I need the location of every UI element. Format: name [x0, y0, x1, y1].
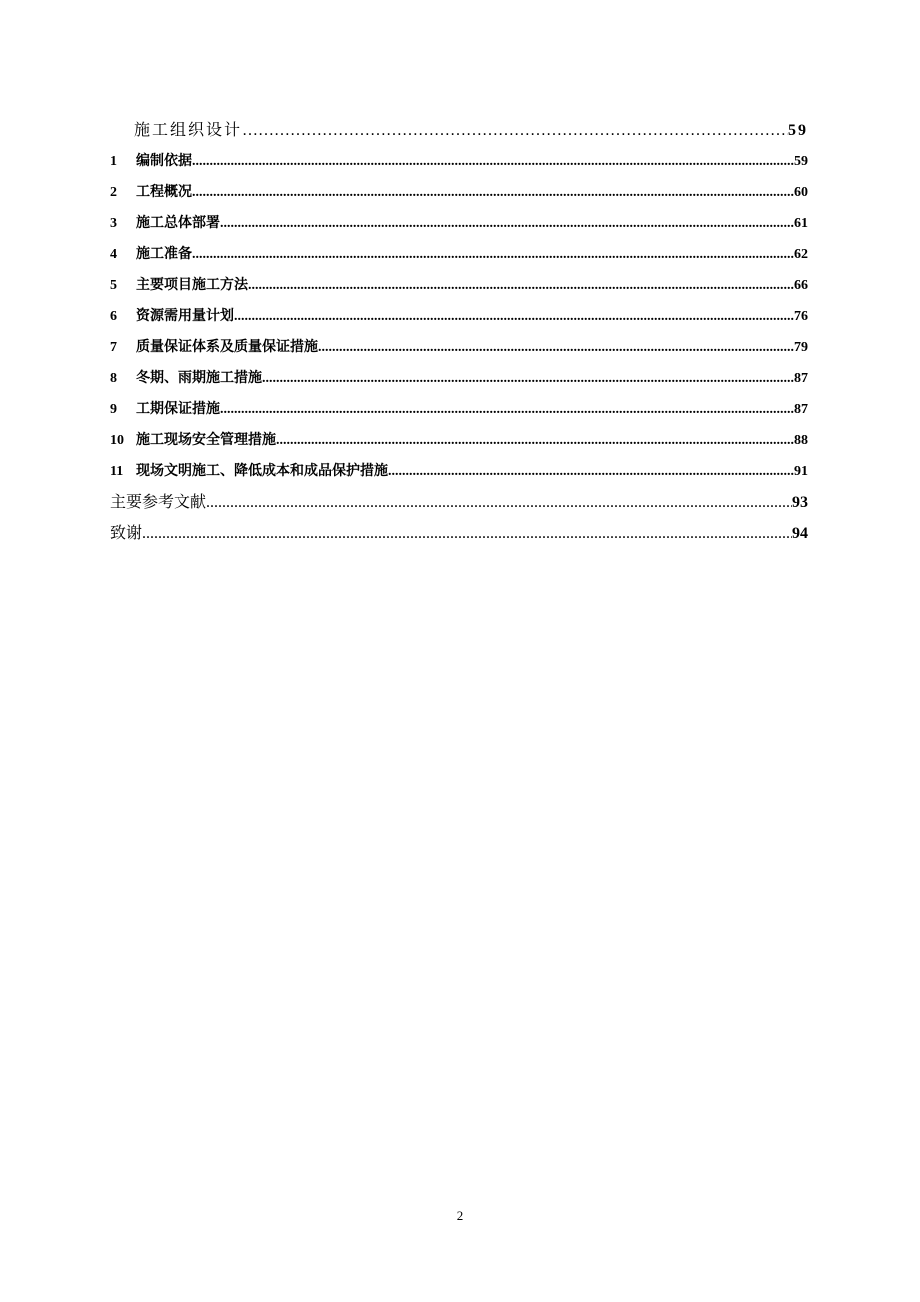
toc-entry-number: 8: [110, 371, 117, 386]
toc-entry-title: 质量保证体系及质量保证措施: [136, 339, 318, 355]
toc-entry-4[interactable]: [110, 243, 808, 265]
toc-entry-title: 资源需用量计划: [136, 308, 234, 324]
toc-entry-number: 10: [110, 433, 124, 448]
toc-entry-page: 60: [794, 185, 808, 200]
toc-entry-title: 冬期、雨期施工措施: [136, 370, 262, 386]
toc-entry-references[interactable]: [110, 491, 808, 513]
toc-leader-dots: [192, 182, 794, 204]
toc-leader-dots: [318, 337, 794, 359]
toc-leader-dots: [276, 430, 794, 452]
toc-entry-3[interactable]: [110, 212, 808, 234]
toc-entry-number: 11: [110, 464, 124, 479]
toc-entry-page: 59: [794, 154, 808, 169]
toc-entry-page: 79: [794, 340, 808, 355]
toc-entry-page: 91: [794, 464, 808, 479]
toc-entry-7[interactable]: [110, 336, 808, 358]
toc-entry-9[interactable]: [110, 398, 808, 420]
toc-entry-title: 施工组织设计: [134, 120, 243, 139]
toc-entry-2[interactable]: [110, 181, 808, 203]
toc-leader-dots: [388, 461, 794, 483]
toc-entry-6[interactable]: [110, 305, 808, 327]
toc-leader-dots: [192, 244, 794, 266]
toc-entry-11[interactable]: [110, 460, 808, 482]
toc-leader-dots: [220, 399, 794, 421]
toc-entry-title: 主要参考文献: [110, 492, 207, 511]
toc-entry-number: 6: [110, 309, 117, 324]
toc-entry-page: 87: [794, 402, 808, 417]
toc-entry-page: 87: [794, 371, 808, 386]
toc-leader-dots: [262, 368, 794, 390]
toc-entry-title: 工程概况: [136, 184, 192, 200]
toc-entry-1[interactable]: [110, 150, 808, 172]
toc-entry-number: 7: [110, 340, 117, 355]
toc-entry-construction-design[interactable]: [134, 119, 808, 141]
toc-entry-page: 59: [788, 122, 808, 139]
toc-entry-title: 致谢: [110, 523, 143, 542]
toc-entry-number: 5: [110, 278, 117, 293]
toc-entry-page: 62: [794, 247, 808, 262]
toc-entry-title: 编制依据: [136, 153, 192, 169]
toc-entry-number: 4: [110, 247, 117, 262]
toc-entry-page: 93: [792, 494, 808, 511]
page-number: 2: [456, 1208, 464, 1223]
toc-entry-page: 61: [794, 216, 808, 231]
toc-leader-dots: [248, 275, 794, 297]
toc-entry-number: 3: [110, 216, 117, 231]
toc-entry-number: 2: [110, 185, 117, 200]
toc-entry-number: 9: [110, 402, 117, 417]
toc-entry-title: 现场文明施工、降低成本和成品保护措施: [136, 463, 388, 479]
toc-leader-dots: [142, 523, 792, 545]
toc-entry-number: 1: [110, 154, 117, 169]
toc-entry-title: 施工总体部署: [136, 215, 220, 231]
toc-entry-10[interactable]: [110, 429, 808, 451]
toc-entry-page: 66: [794, 278, 808, 293]
toc-entry-page: 94: [792, 525, 808, 542]
toc-entry-acknowledgements[interactable]: [110, 522, 808, 544]
toc-leader-dots: [220, 213, 794, 235]
toc-entry-8[interactable]: [110, 367, 808, 389]
toc-entry-title: 施工准备: [136, 246, 192, 262]
toc-entry-title: 施工现场安全管理措施: [136, 432, 276, 448]
toc-leader-dots: [234, 306, 794, 328]
toc-leader-dots: [242, 120, 788, 142]
toc-entry-5[interactable]: [110, 274, 808, 296]
toc-leader-dots: [192, 151, 794, 173]
toc-entry-title: 工期保证措施: [136, 401, 220, 417]
toc-entry-page: 76: [794, 309, 808, 324]
toc-entry-title: 主要项目施工方法: [136, 277, 248, 293]
toc-leader-dots: [206, 492, 792, 514]
toc-entry-page: 88: [794, 433, 808, 448]
